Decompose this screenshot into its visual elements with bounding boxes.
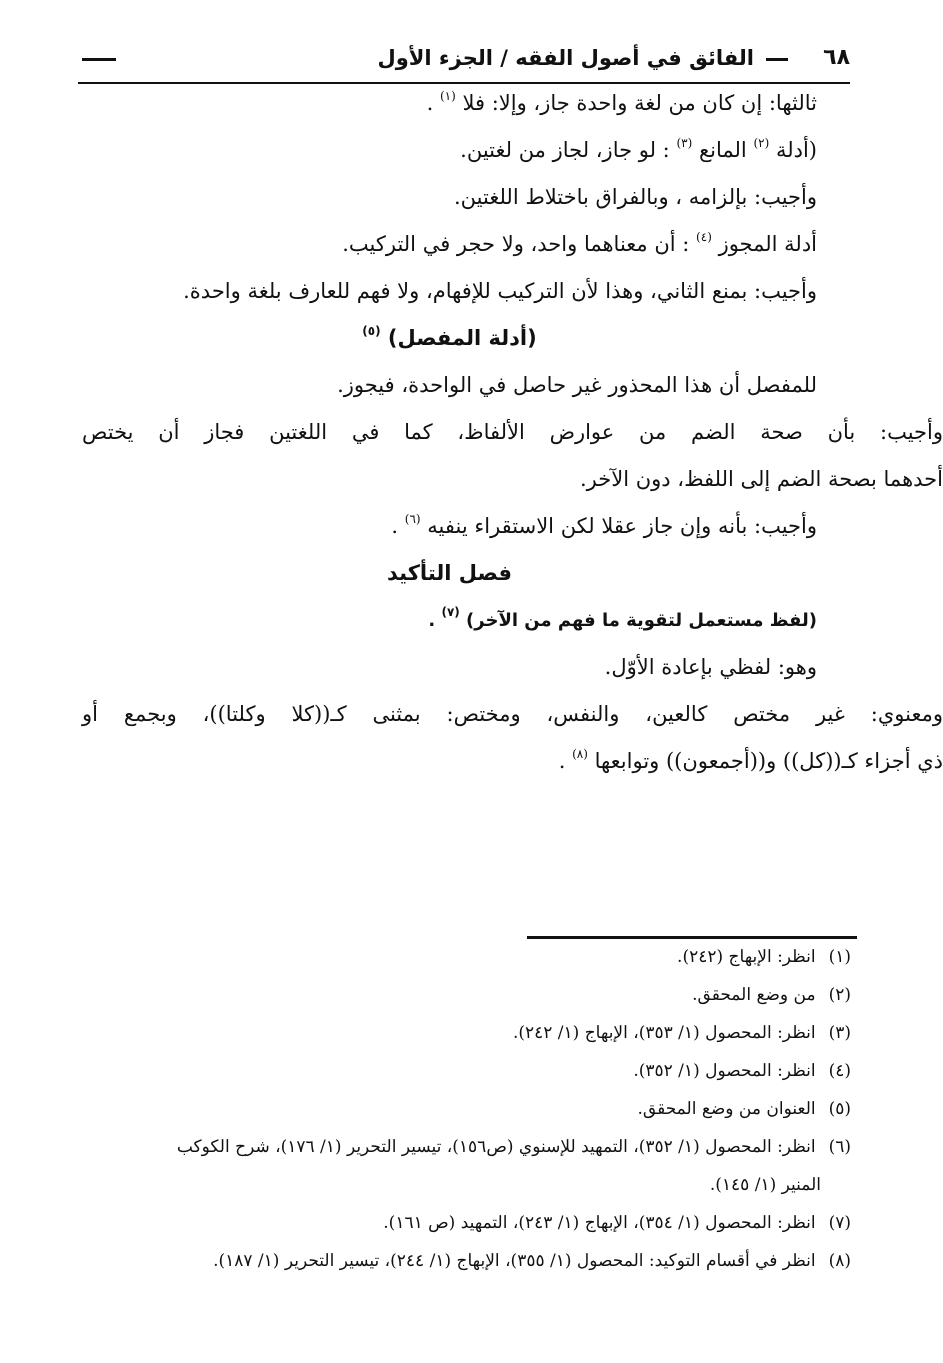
footnote-text: من وضع المحقق. (692, 985, 816, 1005)
header-dash (766, 58, 788, 61)
line-text: المانع (698, 138, 747, 162)
heading-text: فصل التأكيد (387, 561, 512, 585)
running-title: الفائق في أصول الفقه / الجزء الأول (377, 46, 754, 70)
text-line (82, 503, 817, 550)
footnote-ref: (٧) (441, 605, 460, 619)
footnote (80, 1242, 851, 1280)
text-line (82, 127, 817, 174)
line-text: (لفظ مستعمل لتقوية ما فهم من الآخر) (466, 610, 817, 631)
line-text: (أدلة (775, 138, 817, 162)
footnote (80, 1204, 851, 1242)
line-text: ذي أجزاء كـ((كل)) و((أجمعون)) وتوابعها (594, 749, 943, 773)
footnote-number: (٤) (828, 1061, 851, 1081)
line-text: وأجيب: بأن صحة الضم من عوارض الألفاظ، كما في اللغتين فجاز أن يختص (82, 420, 943, 444)
footnote-ref: (٦) (404, 512, 421, 526)
text-line (82, 174, 817, 221)
text-line (82, 409, 943, 456)
line-text: : لو جاز، لجاز من لغتين. (460, 138, 670, 162)
line-text: ومعنوي: غير مختص كالعين، والنفس، ومختص: بمثنى كـ((كلا وكلتا))، وبجمع أو (82, 702, 943, 726)
text-line (82, 221, 817, 268)
heading-text: (أدلة المفصل) (387, 326, 537, 350)
footnote-number: (١) (828, 947, 851, 967)
footnote-ref: (٤) (696, 230, 712, 244)
footnote (80, 938, 851, 976)
footnote-text: انظر: المحصول (١/ ٣٥٣)، الإبهاج (١/ ٢٤٢). (512, 1023, 816, 1043)
line-text: وأجيب: بأنه وإن جاز عقلا لكن الاستقراء ينفيه (427, 514, 817, 538)
footnote-number: (٦) (828, 1137, 851, 1157)
line-end: . (558, 749, 566, 773)
footnote-ref: (١) (439, 89, 456, 103)
line-text: وأجيب: بإلزامه ، وبالفراق باختلاط اللغتين. (454, 185, 817, 209)
running-header (78, 40, 850, 84)
footnote-text: العنوان من وضع المحقق. (637, 1099, 816, 1119)
text-line (82, 738, 943, 785)
line-text: وهو: لفظي بإعادة الأوّل. (604, 655, 817, 679)
footnote-text: انظر: الإبهاج (٢٤٢). (677, 947, 816, 967)
line-end: . (426, 91, 434, 115)
footnote-text: انظر: المحصول (١/ ٣٥٤)، الإبهاج (١/ ٢٤٣)، التمهيد (ص ١٦١). (383, 1213, 816, 1233)
line-end: . (391, 514, 399, 538)
line-text: أدلة المجوز (718, 232, 817, 256)
footnote (80, 1128, 851, 1204)
text-line (82, 80, 817, 127)
text-line (82, 362, 817, 409)
page-number: ٦٨ (823, 45, 850, 70)
line-text: أحدهما بصحة الضم إلى اللفظ، دون الآخر. (579, 467, 943, 491)
definition-line (82, 597, 817, 644)
section-heading (82, 315, 817, 362)
line-text: : أن معناهما واحد، ولا حجر في التركيب. (342, 232, 690, 256)
main-text (82, 80, 943, 785)
line-text: ثالثها: إن كان من لغة واحدة جاز، وإلا: فلا (462, 91, 817, 115)
footnotes (80, 938, 851, 1280)
header-dash (82, 58, 116, 61)
footnote-text: انظر: المحصول (١/ ٣٥٢). (633, 1061, 816, 1081)
footnote-number: (٥) (828, 1099, 851, 1119)
footnote-text: انظر في أقسام التوكيد: المحصول (١/ ٣٥٥)، الإبهاج (١/ ٢٤٤)، تيسير التحرير (١/ ١٨٧). (213, 1251, 816, 1271)
chapter-heading (82, 550, 817, 597)
footnote (80, 1014, 851, 1052)
line-end: . (428, 610, 436, 631)
footnote (80, 976, 851, 1014)
line-text: للمفصل أن هذا المحذور غير حاصل في الواحدة، فيجوز. (337, 373, 817, 397)
footnote-ref: (٨) (572, 747, 588, 761)
text-line (82, 691, 943, 738)
footnote-ref: (٥) (362, 324, 381, 338)
text-line (82, 268, 817, 315)
footnote-number: (٣) (828, 1023, 851, 1043)
footnote-text: انظر: المحصول (١/ ٣٥٢)، التمهيد للإسنوي (ص١٥٦)، تيسير التحرير (١/ ١٧٦)، شرح الكوكب (176, 1137, 816, 1157)
footnote-ref: (٣) (676, 136, 693, 150)
text-line (82, 456, 943, 503)
footnote (80, 1090, 851, 1128)
footnote-number: (٧) (828, 1213, 851, 1233)
footnote-number: (٨) (828, 1251, 851, 1271)
footnote-ref: (٢) (753, 136, 770, 150)
footnote (80, 1052, 851, 1090)
text-line (82, 644, 817, 691)
line-text: وأجيب: بمنع الثاني، وهذا لأن التركيب للإفهام، ولا فهم للعارف بلغة واحدة. (183, 279, 817, 303)
footnote-number: (٢) (828, 985, 851, 1005)
footnote-continuation: المنير (١/ ١٤٥). (709, 1175, 821, 1195)
